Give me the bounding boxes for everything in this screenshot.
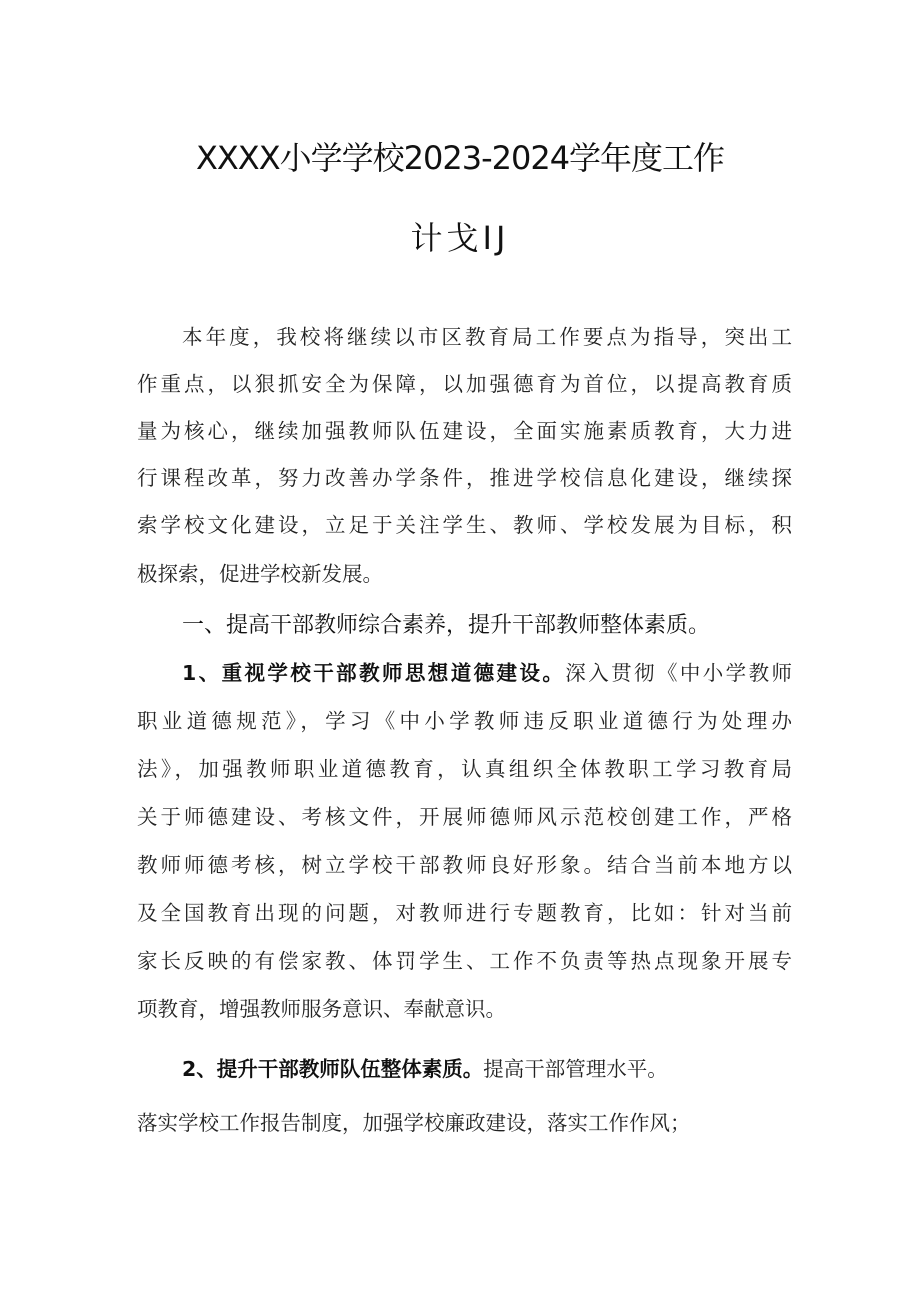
- item1-first-rest: 深入贯彻《中小学教师: [565, 661, 792, 685]
- document-title-line-2: 计戈IJ: [410, 219, 510, 257]
- item1-line: 关于师德建设、考核文件，开展师德师风示范校创建工作，严格: [137, 805, 792, 829]
- intro-line: 作重点，以狠抓安全为保障，以加强德育为首位，以提高教育质: [137, 372, 792, 396]
- intro-line: 行课程改革，努力改善办学条件，推进学校信息化建设，继续探: [137, 466, 792, 490]
- item2-line: 落实学校工作报告制度，加强学校廉政建设，落实工作作风；: [137, 1111, 691, 1135]
- item1-line: 项教育，增强教师服务意识、奉献意识。: [137, 997, 506, 1021]
- item1-line: 及全国教育出现的问题，对教师进行专题教育，比如：针对当前: [137, 901, 792, 925]
- item1-first-line: [182, 658, 792, 688]
- item2-first-rest: 提高干部管理水平。: [483, 1057, 668, 1081]
- item1-line: 教师师德考核，树立学校干部教师良好形象。结合当前本地方以: [137, 853, 792, 877]
- item2-first-line: [182, 1054, 792, 1084]
- section-heading: 一、提高干部教师综合素养，提升干部教师整体素质。: [182, 613, 711, 638]
- intro-line: 索学校文化建设，立足于关注学生、教师、学校发展为目标，积: [137, 513, 792, 537]
- item1-line: 职业道德规范》，学习《中小学教师违反职业道德行为处理办: [137, 709, 792, 733]
- item1-line: 家长反映的有偿家教、体罚学生、工作不负责等热点现象开展专: [137, 949, 792, 973]
- item1-lead: 1、重视学校干部教师思想道德建设。: [182, 661, 566, 685]
- item2-lead: 2、提升干部教师队伍整体素质。: [182, 1057, 484, 1081]
- document-title-line-1: XXXX小学学校2023-2024学年度工作: [195, 139, 725, 177]
- intro-line: 本年度，我校将继续以市区教育局工作要点为指导，突出工: [182, 325, 792, 349]
- item1-line: 法》，加强教师职业道德教育，认真组织全体教职工学习教育局: [137, 757, 792, 781]
- intro-line: 量为核心，继续加强教师队伍建设，全面实施素质教育，大力进: [137, 419, 792, 443]
- intro-line: 极探索，促进学校新发展。: [137, 562, 383, 586]
